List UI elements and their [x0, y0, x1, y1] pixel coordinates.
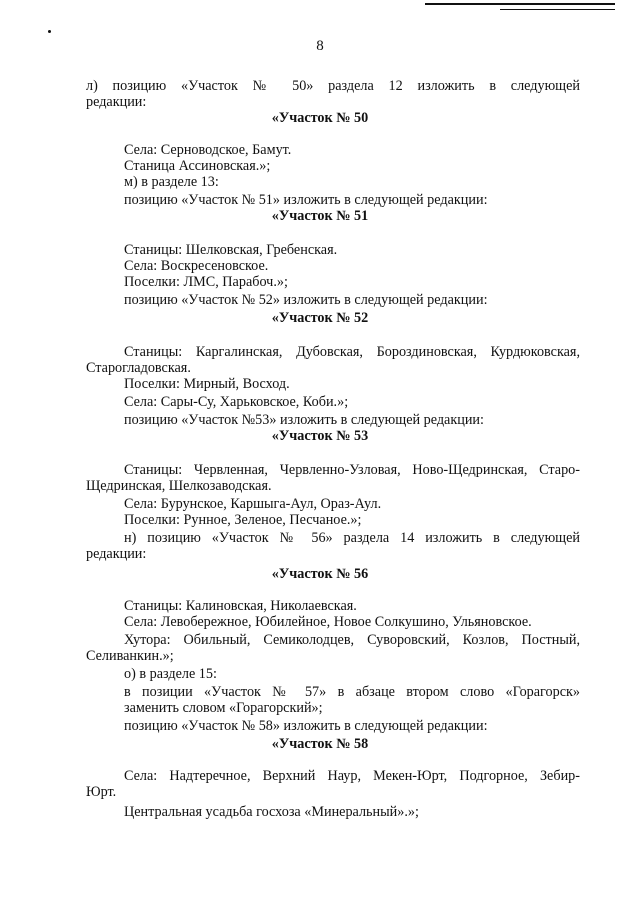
- text-line: Села: Бурунское, Каршыга-Аул, Ораз-Аул.: [124, 496, 382, 512]
- text-line: позицию «Участок № 52» изложить в следующей редакции:: [124, 292, 488, 308]
- top-rule-thin: [500, 9, 615, 10]
- text-line: о) в разделе 15:: [124, 666, 217, 682]
- text-line: Села: Левобережное, Юбилейное, Новое Солкушино, Ульяновское.: [124, 614, 532, 630]
- text-line: позицию «Участок №53» изложить в следующей редакции:: [124, 412, 484, 428]
- text-line: Поселки: Мирный, Восход.: [124, 376, 290, 392]
- text-line: Станица Ассиновская.»;: [124, 158, 271, 174]
- text-line: н) позицию «Участок № 56» раздела 14 изложить в следующей: [124, 530, 580, 546]
- text-line: Юрт.: [86, 784, 117, 800]
- text-line: Поселки: Рунное, Зеленое, Песчаное.»;: [124, 512, 362, 528]
- text-line: в позиции «Участок № 57» в абзаце втором слово «Горагорск»: [124, 684, 580, 700]
- text-line: Щедринская, Шелкозаводская.: [86, 478, 272, 494]
- text-line: Села: Воскресеновское.: [124, 258, 269, 274]
- section-heading: «Участок № 51: [271, 208, 369, 224]
- text-line: заменить словом «Горагорский»;: [124, 700, 323, 716]
- text-line: л) позицию «Участок № 50» раздела 12 изложить в следующей: [86, 78, 580, 94]
- text-line: Центральная усадьба госхоза «Минеральный».»;: [124, 804, 419, 820]
- text-line: Селиванкин.»;: [86, 648, 174, 664]
- text-line: Станицы: Калиновская, Николаевская.: [124, 598, 357, 614]
- text-line: позицию «Участок № 58» изложить в следующей редакции:: [124, 718, 488, 734]
- section-heading: «Участок № 50: [271, 110, 369, 126]
- text-line: редакции:: [86, 94, 147, 110]
- text-line: м) в разделе 13:: [124, 174, 219, 190]
- text-line: Станицы: Червленная, Червленно-Узловая, Ново-Щедринская, Старо-: [124, 462, 580, 478]
- page-number: 8: [316, 38, 324, 54]
- section-heading: «Участок № 52: [271, 310, 369, 326]
- text-line: Села: Сары-Су, Харьковское, Коби.»;: [124, 394, 349, 410]
- text-line: Поселки: ЛМС, Парабоч.»;: [124, 274, 288, 290]
- text-line: редакции:: [86, 546, 147, 562]
- text-line: Станицы: Каргалинская, Дубовская, Бороздиновская, Курдюковская,: [124, 344, 580, 360]
- text-line: позицию «Участок № 51» изложить в следующей редакции:: [124, 192, 488, 208]
- text-line: Старогладовская.: [86, 360, 191, 376]
- section-heading: «Участок № 56: [271, 566, 369, 582]
- text-line: Села: Надтеречное, Верхний Наур, Мекен-Юрт, Подгорное, Зебир-: [124, 768, 580, 784]
- top-rule: [425, 3, 615, 5]
- margin-mark: [48, 30, 51, 33]
- text-line: Станицы: Шелковская, Гребенская.: [124, 242, 338, 258]
- text-line: Села: Серноводское, Бамут.: [124, 142, 292, 158]
- section-heading: «Участок № 58: [271, 736, 369, 752]
- section-heading: «Участок № 53: [271, 428, 369, 444]
- text-line: Хутора: Обильный, Семиколодцев, Суворовский, Козлов, Постный,: [124, 632, 580, 648]
